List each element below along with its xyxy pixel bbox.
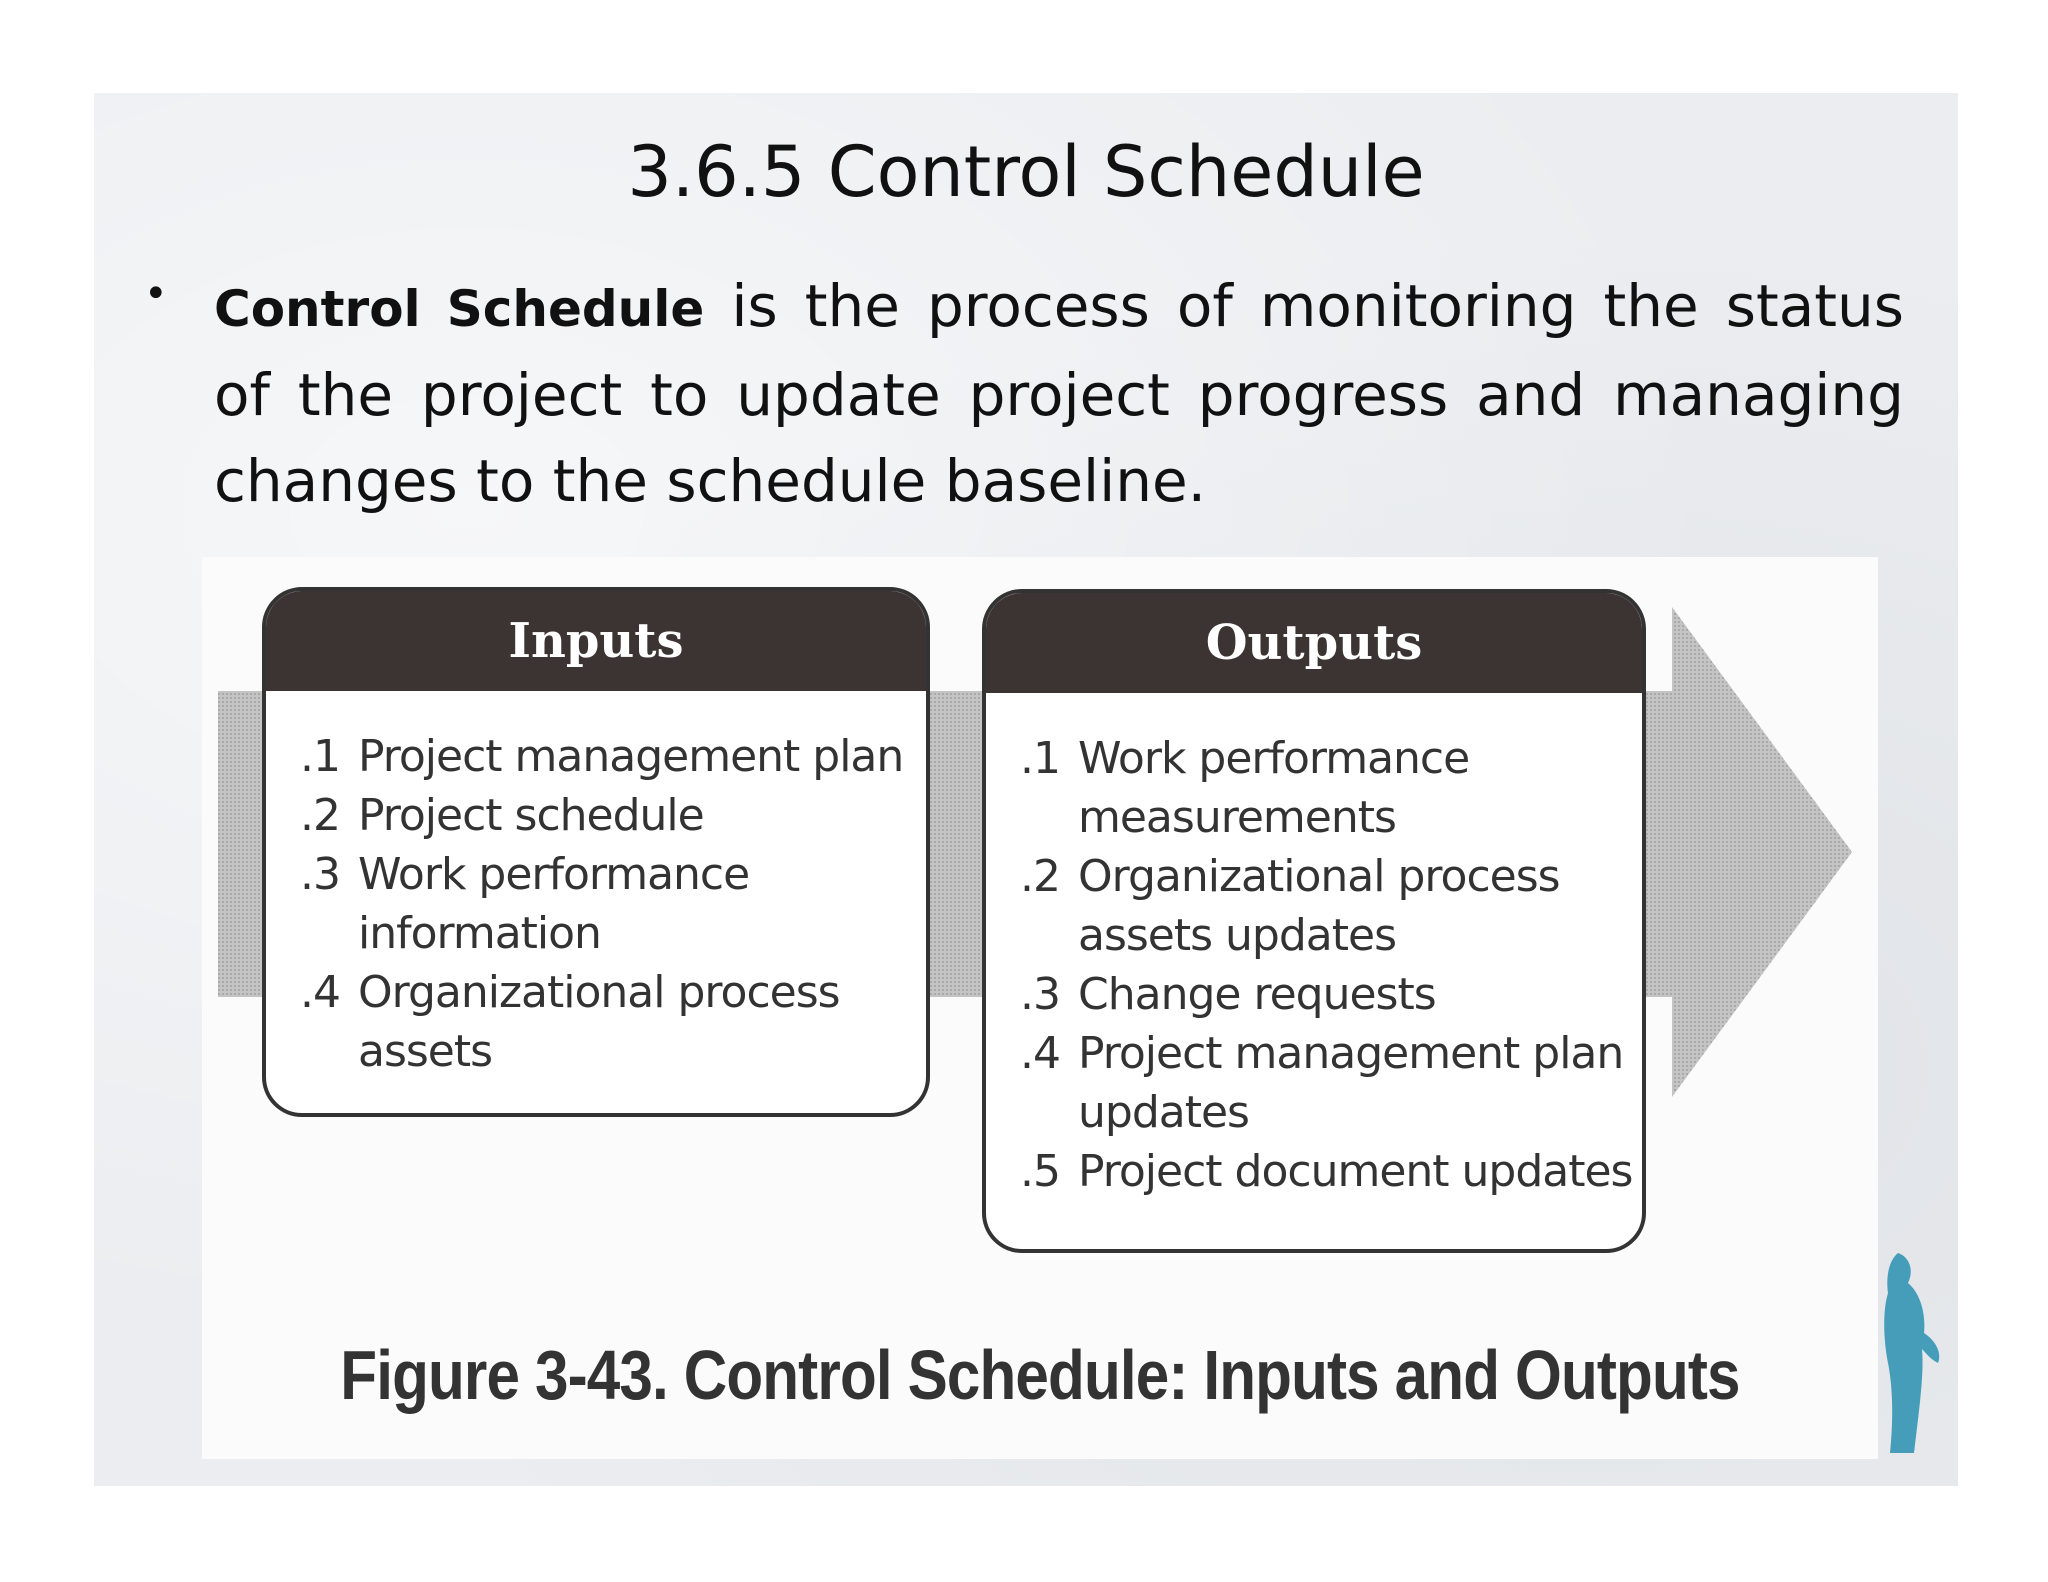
list-item [300,845,926,963]
item-number: .4 [300,967,340,1018]
list-item [1020,1024,1642,1142]
inputs-header: Inputs [266,591,926,691]
list-item [1020,729,1642,847]
list-item [300,727,926,786]
bullet-paragraph [214,263,1904,524]
item-number: .4 [1020,1028,1060,1079]
item-text: Project management plan [358,731,904,782]
list-item [1020,847,1642,965]
bullet-definition: is the process of monitoring the status of the project to update project progress and managing changes to the schedule baseline. [214,272,1904,515]
inputs-outputs-figure [202,557,1878,1459]
list-item [1020,965,1642,1024]
bullet-term: Control Schedule [214,280,705,338]
figure-caption: Figure 3-43. Control Schedule: Inputs and Outputs [340,1336,1740,1414]
slide-title: 3.6.5 Control Schedule [627,131,1425,213]
decorative-figure-icon [1880,1253,1946,1453]
item-number: .2 [300,790,340,841]
item-number: .5 [1020,1146,1060,1197]
item-number: .1 [300,731,340,782]
item-number: .3 [300,849,340,900]
slide [94,93,1958,1486]
item-number: .1 [1020,733,1060,784]
inputs-list [266,691,926,1081]
outputs-header: Outputs [986,593,1642,693]
item-text: Change requests [1078,969,1436,1020]
list-item [300,963,926,1081]
bullet-marker: • [144,271,168,317]
item-text: Project management plan updates [1078,1028,1624,1138]
item-number: .3 [1020,969,1060,1020]
list-item [300,786,926,845]
item-text: Organizational process assets updates [1078,851,1560,961]
item-text: Project schedule [358,790,704,841]
item-text: Organizational process assets [358,967,840,1077]
list-item [1020,1142,1642,1201]
item-text: Work performance information [358,849,750,959]
inputs-box [262,587,930,1117]
outputs-box [982,589,1646,1253]
item-text: Work performance measurements [1078,733,1470,843]
item-text: Project document updates [1078,1146,1633,1197]
outputs-list [986,693,1642,1201]
item-number: .2 [1020,851,1060,902]
